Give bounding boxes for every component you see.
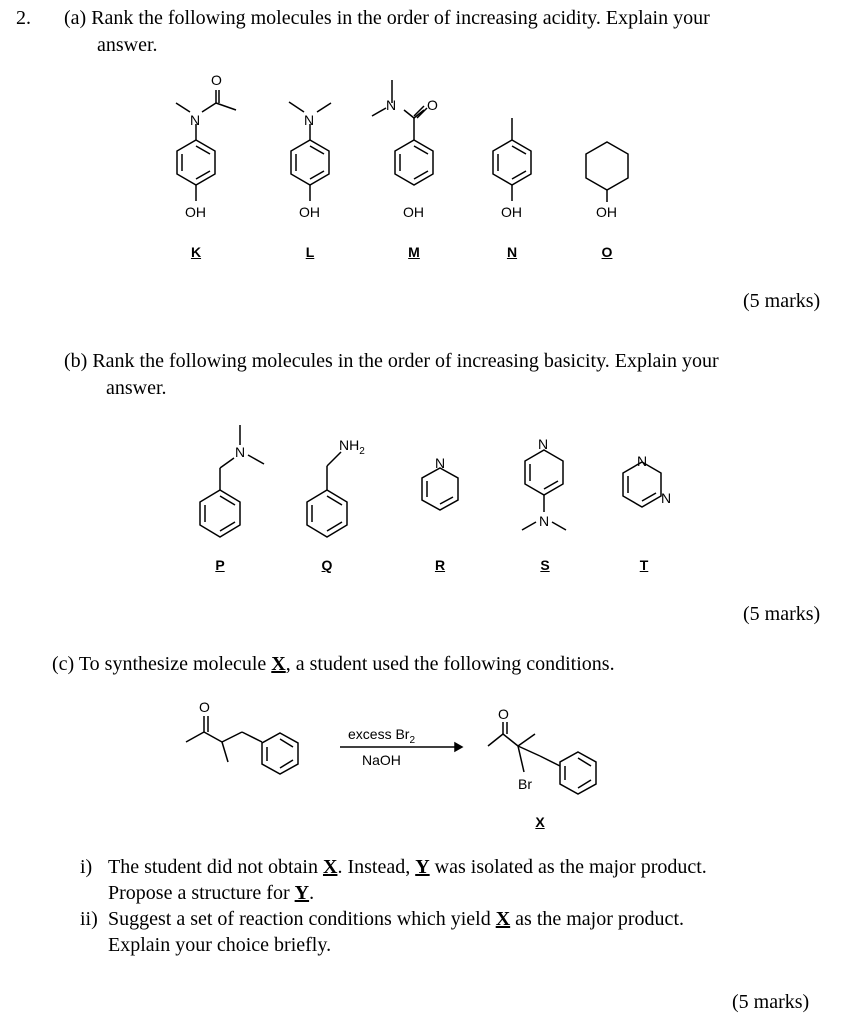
s-ring-nitrogen-label: N: [538, 436, 549, 452]
molecule-label-o: O: [601, 244, 613, 260]
molecule-o-structure: [586, 142, 628, 202]
part-a-prompt-line1: (a) Rank the following molecules in the order of increasing acidity. Explain your: [64, 7, 710, 29]
molecule-q-structure: [307, 452, 347, 537]
m-oxygen-label: O: [427, 97, 438, 113]
part-c-prompt: (c) To synthesize molecule X, a student used the following conditions.: [52, 653, 615, 675]
s-amine-nitrogen-label: N: [539, 513, 550, 529]
l-hydroxyl-label: OH: [299, 204, 320, 220]
molecule-label-m: M: [408, 244, 420, 260]
molecule-label-p: P: [215, 557, 225, 573]
reagent-line2: NaOH: [362, 752, 401, 768]
molecule-label-l: L: [305, 244, 315, 260]
part-a-prompt-line2: answer.: [97, 34, 158, 56]
part-c-marks: (5 marks): [732, 991, 810, 1013]
molecule-n-structure: [493, 118, 531, 201]
molecule-label-r: R: [434, 557, 446, 573]
molecule-label-s: S: [540, 557, 550, 573]
product-structure: [488, 722, 596, 794]
sub-question-i-line2: Propose a structure for Y.: [108, 882, 315, 904]
part-a-marks: (5 marks): [743, 290, 821, 312]
n-hydroxyl-label: OH: [501, 204, 522, 220]
m-hydroxyl-label: OH: [403, 204, 424, 220]
product-label-x: X: [535, 814, 545, 830]
reactant-structure: [186, 716, 298, 774]
product-bromine-label: Br: [518, 776, 532, 792]
part-b-marks: (5 marks): [743, 603, 821, 625]
product-oxygen-label: O: [498, 706, 509, 722]
k-nitrogen-label: N: [190, 112, 201, 128]
sub-question-ii-number: ii): [80, 908, 98, 930]
molecule-label-n: N: [506, 244, 518, 260]
o-hydroxyl-label: OH: [596, 204, 617, 220]
r-nitrogen-label: N: [435, 455, 446, 471]
molecule-p-structure: [200, 425, 264, 537]
p-nitrogen-label: N: [235, 444, 246, 460]
molecule-k-structure: [176, 90, 236, 201]
reactant-oxygen-label: O: [199, 699, 210, 715]
m-nitrogen-label: N: [386, 97, 397, 113]
sub-question-i-number: i): [80, 856, 93, 878]
part-b-prompt-line1: (b) Rank the following molecules in the order of increasing basicity. Explain your: [64, 350, 719, 372]
t-nitrogen-label-1: N: [637, 453, 648, 469]
sub-question-ii-line1: Suggest a set of reaction conditions which yield X as the major product.: [108, 908, 684, 930]
part-b-prompt-line2: answer.: [106, 377, 167, 399]
molecule-r-structure: [422, 468, 458, 510]
sub-question-i-line1: The student did not obtain X. Instead, Y was isolated as the major product.: [108, 856, 707, 878]
k-oxygen-label: O: [211, 72, 222, 88]
reagent-line1: excess $Br_2$: [348, 726, 416, 746]
molecule-label-q: Q: [321, 557, 333, 573]
sub-question-ii-line2: Explain your choice briefly.: [108, 934, 332, 956]
k-hydroxyl-label: OH: [185, 204, 206, 220]
q-amine-label: $NH_2$: [339, 437, 365, 457]
l-nitrogen-label: N: [304, 112, 315, 128]
molecule-label-k: K: [190, 244, 202, 260]
molecule-m-structure: [372, 80, 433, 185]
molecule-label-t: T: [639, 557, 649, 573]
t-nitrogen-label-2: N: [661, 490, 672, 506]
question-number: 2.: [16, 7, 31, 29]
